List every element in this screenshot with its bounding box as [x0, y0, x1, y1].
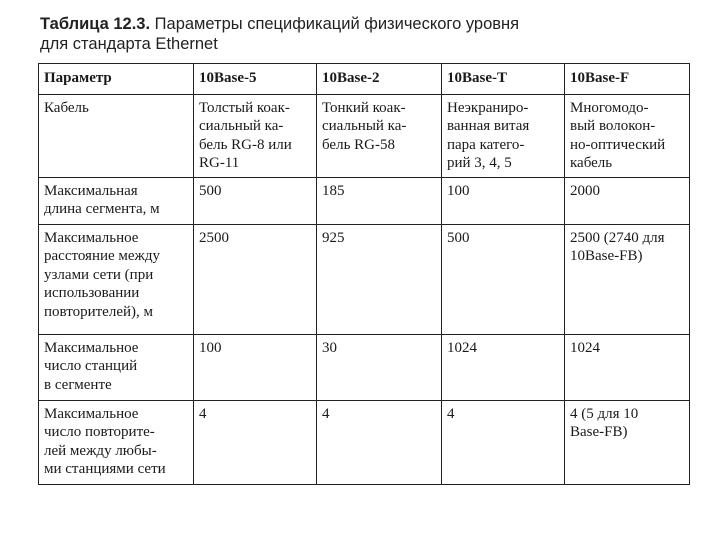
- header-10basef: 10Base-F: [565, 64, 690, 95]
- table-cell: 925: [317, 224, 442, 334]
- table-cell: 2500 (2740 для 10Base-FB): [565, 224, 690, 334]
- spec-table: [38, 63, 690, 485]
- table-row-cable: [39, 94, 690, 177]
- table-cell: 100: [194, 334, 317, 400]
- caption-title-line1: Параметры спецификаций физического уровня: [154, 15, 520, 33]
- table-cell: 30: [317, 334, 442, 400]
- table-row-max-stations: [39, 334, 690, 400]
- row-label: Кабель: [39, 94, 194, 177]
- caption-label: Таблица 12.3.: [40, 15, 151, 33]
- caption-title-line2: для стандарта Ethernet: [40, 35, 218, 53]
- table-cell: 4: [317, 400, 442, 484]
- table-cell: 2500: [194, 224, 317, 334]
- table-cell: Многомодо- вый волокон- но-оптический кабель: [565, 94, 690, 177]
- table-cell: 4 (5 для 10 Base-FB): [565, 400, 690, 484]
- table-cell: 4: [442, 400, 565, 484]
- header-10baset: 10Base-T: [442, 64, 565, 95]
- row-label: Максимальное число станций в сегменте: [39, 334, 194, 400]
- table-cell: Тонкий коак- сиальный ка- бель RG-58: [317, 94, 442, 177]
- table-row-segment-length: [39, 177, 690, 224]
- table-cell: 1024: [442, 334, 565, 400]
- table-cell: 4: [194, 400, 317, 484]
- table-cell: Толстый коак- сиальный ка- бель RG-8 или RG-11: [194, 94, 317, 177]
- table-cell: Неэкраниро- ванная витая пара катего- рий 3, 4, 5: [442, 94, 565, 177]
- table-cell: 2000: [565, 177, 690, 224]
- table-cell: 100: [442, 177, 565, 224]
- header-parameter: Параметр: [39, 64, 194, 95]
- table-cell: 500: [194, 177, 317, 224]
- table-cell: 1024: [565, 334, 690, 400]
- table-header-row: [39, 64, 690, 95]
- header-10base2: 10Base-2: [317, 64, 442, 95]
- header-10base5: 10Base-5: [194, 64, 317, 95]
- table-cell: 500: [442, 224, 565, 334]
- table-caption: [40, 14, 680, 54]
- row-label: Максимальное расстояние между узлами сети (при использовании повторителей), м: [39, 224, 194, 334]
- table-row-max-repeaters: [39, 400, 690, 484]
- row-label: Максимальная длина сегмента, м: [39, 177, 194, 224]
- row-label: Максимальное число повторите- лей между любы- ми станциями сети: [39, 400, 194, 484]
- table-cell: 185: [317, 177, 442, 224]
- table-row-max-distance: [39, 224, 690, 334]
